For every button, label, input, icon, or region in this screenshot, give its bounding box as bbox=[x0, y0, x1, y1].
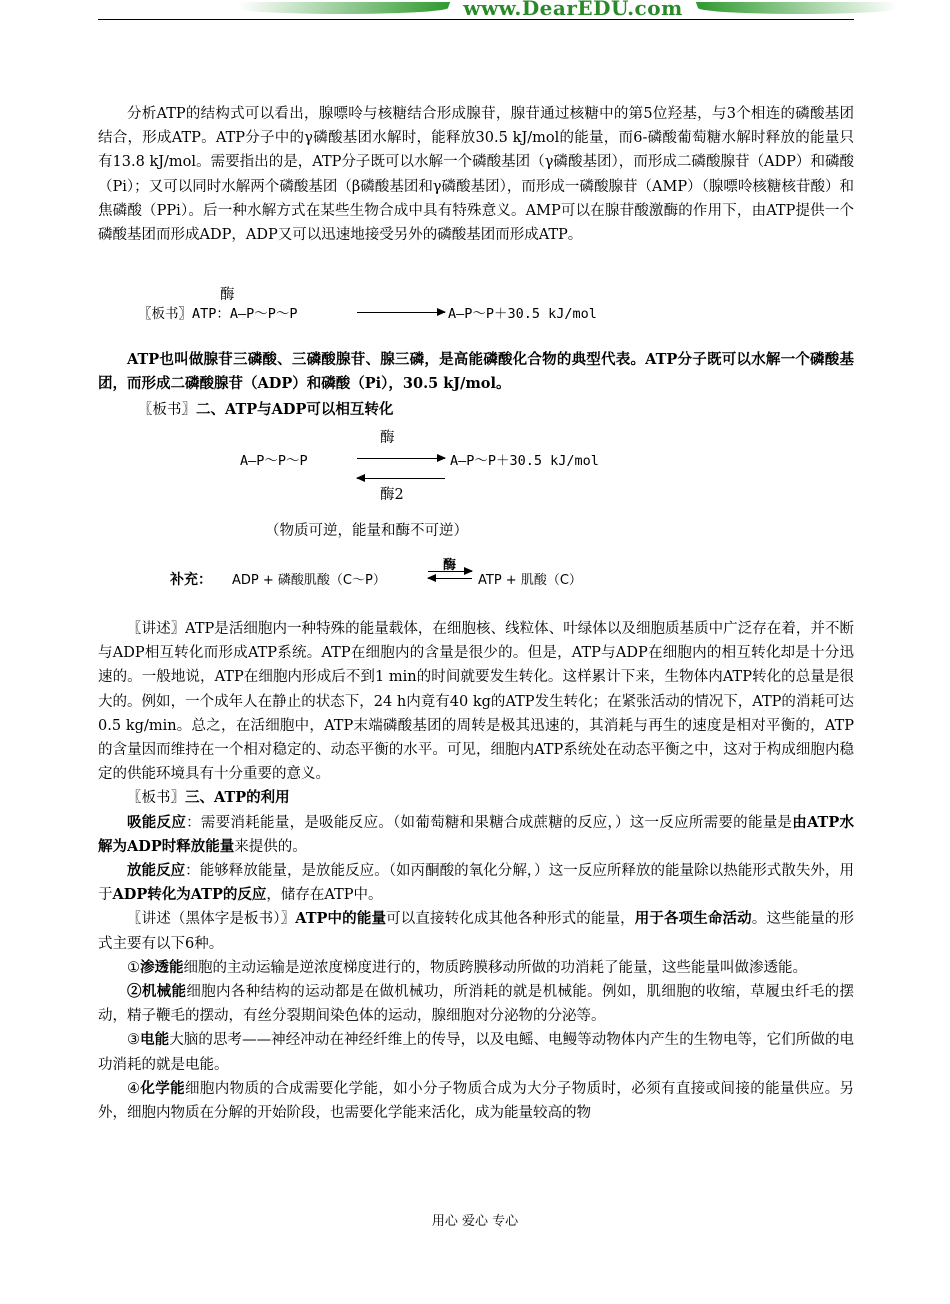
heading-3-title: 三、ATP的利用 bbox=[185, 789, 290, 807]
eq2-enzyme2-label: 酶2 bbox=[380, 487, 404, 503]
release-term: 放能反应 bbox=[127, 862, 186, 880]
header-swoosh-right bbox=[696, 2, 900, 14]
heading-3-prefix: 〖板书〗 bbox=[127, 790, 185, 807]
eq2-left: A—P～P～P bbox=[240, 453, 308, 469]
item-term: 渗透能 bbox=[140, 958, 184, 976]
header-swoosh-left bbox=[236, 2, 450, 14]
absorb-bold: 由ATP水解为ADP时释放能量 bbox=[98, 813, 855, 855]
item-term: 机械能 bbox=[141, 983, 187, 1001]
lecture-bold1: ATP中的能量 bbox=[295, 910, 387, 928]
paragraph-3: 〖讲述〗ATP是活细胞内一种特殊的能量载体，在细胞核、线粒体、叶绿体以及细胞质基质中广泛存在着，并不断与ADP相互转化而形成ATP系统。ATP在细胞内的含量是很少的。但是，ATP与ADP在细胞内的相互转化却是十分迅速的。一般地说，ATP在细胞内形成后不到1 min的时间就要发生转化。这样累计下来，生物体内ATP转化的总量是很大的。例如，一个成年人在静止的状态下，24 h内竟有40 kg的ATP发生转化；在紧张活动的情况下，ATP的消耗可达0.5 kg/min。总之，在活细胞中，ATP末端磷酸基团的周转是极其迅速的，其消耗与再生的速度是相对平衡的，ATP的含量因而维持在一个相对稳定的、动态平衡的水平。可见，细胞内ATP系统处在动态平衡之中，这对于构成细胞内稳定的供能环境具有十分重要的意义。 bbox=[98, 621, 854, 783]
paragraph-structure bbox=[98, 102, 854, 247]
item-number: ① bbox=[127, 959, 140, 976]
lecture-section bbox=[98, 617, 854, 1125]
item-text: 细胞内各种结构的运动都是在做机械功，所消耗的就是机械能。例如，肌细胞的收缩，草履虫纤毛的摆动，精子鞭毛的摆动，有丝分裂期间染色体的运动，腺细胞对分泌物的分泌等。 bbox=[98, 984, 854, 1025]
absorb-term: 吸能反应 bbox=[127, 813, 187, 831]
release-bold: ADP转化为ATP的反应 bbox=[112, 886, 267, 904]
eq1-enzyme-label: 酶 bbox=[220, 287, 235, 303]
supplement-reverse-arrow bbox=[428, 578, 472, 579]
absorb-text1: ：需要消耗能量，是吸能反应。（如葡萄糖和果糖合成蔗糖的反应，）这一反应所需要的能量是 bbox=[186, 814, 793, 831]
heading-2 bbox=[138, 398, 393, 419]
lecture-paragraph bbox=[98, 907, 854, 955]
release-text1: ：能够释放能量，是放能反应。（如丙酮酸的氧化分解，）这一反应所释放的能量除以热能形式散失外，用于 bbox=[98, 863, 855, 904]
eq2-enzyme1-label: 酶 bbox=[380, 430, 395, 446]
lecture-text1: 可以直接转化成其他各种形式的能量， bbox=[386, 911, 635, 928]
eq2-note: （物质可逆，能量和酶不可逆） bbox=[265, 523, 468, 539]
eq1-product: A—P～P＋30.5 kJ/mol bbox=[448, 306, 597, 322]
lecture-prefix: 〖讲述（黑体字是板书）〗 bbox=[127, 911, 296, 928]
eq2-reverse-arrow bbox=[357, 478, 445, 479]
page-header bbox=[98, 0, 854, 24]
paragraph-1: 分析ATP的结构式可以看出，腺嘌呤与核糖结合形成腺苷，腺苷通过核糖中的第5位羟基，与3个相连的磷酸基团结合，形成ATP。ATP分子中的γ磷酸基团水解时，能释放30.5 kJ/mol的能量，而6-磷酸葡萄糖水解时释放的能量只有13.8 kJ/mol。需要指出的是，ATP分子既可以水解一个磷酸基团（γ磷酸基团），而形成二磷酸腺苷（ADP）和磷酸（Pi）；又可以同时水解两个磷酸基团（β磷酸基团和γ磷酸基团），而形成一磷酸腺苷（AMP）（腺嘌呤核糖核苷酸）和焦磷酸（PPi）。后一种水解方式在某些生物合成中具有特殊意义。AMP可以在腺苷酸激酶的作用下，由ATP提供一个磷酸基团而形成ADP，ADP又可以迅速地接受另外的磷酸基团而形成ATP。 bbox=[98, 106, 854, 244]
heading-3 bbox=[98, 786, 854, 810]
item-text: 细胞的主动运输是逆浓度梯度进行的，物质跨膜移动所做的功消耗了能量，这些能量叫做渗透能。 bbox=[183, 959, 807, 976]
eq1-arrow bbox=[357, 312, 445, 313]
eq2-right: A—P～P＋30.5 kJ/mol bbox=[450, 453, 599, 469]
supplement-label: 补充： bbox=[170, 572, 212, 588]
absorb-text2: 来提供的。 bbox=[234, 838, 307, 855]
lecture-bold2: 用于各项生命活动 bbox=[634, 910, 752, 928]
lecture-text2: 。这些能量的形式主要有以下6种。 bbox=[98, 911, 855, 952]
eq1-reactant: 〖板书〗ATP：A—P～P～P bbox=[138, 306, 298, 322]
item-text: 大脑的思考——神经冲动在神经纤维上的传导，以及电鳐、电鳗等动物体内产生的生物电等，它们所做的电功消耗的就是电能。 bbox=[98, 1032, 855, 1073]
list-item-mechanical bbox=[98, 980, 854, 1028]
list-item-chemical bbox=[98, 1077, 854, 1125]
item-text: 细胞内物质的合成需要化学能，如小分子物质合成为大分子物质时，必须有直接或间接的能量供应。另外，细胞内物质在分解的开始阶段，也需要化学能来活化，成为能量较高的物 bbox=[98, 1080, 854, 1122]
header-rule bbox=[98, 19, 854, 20]
page-footer: 用心 爱心 专心 bbox=[431, 1214, 519, 1229]
item-term: 电能 bbox=[140, 1031, 170, 1049]
heading-2-prefix: 〖板书〗 bbox=[138, 402, 196, 418]
item-number: ② bbox=[127, 983, 142, 1001]
list-item-osmotic bbox=[98, 956, 854, 980]
release-text2: ，储存在ATP中。 bbox=[266, 887, 383, 904]
release-paragraph bbox=[98, 859, 854, 907]
supplement-forward-arrow bbox=[428, 571, 472, 572]
supplement-right: ATP + 肌酸（C） bbox=[478, 573, 582, 588]
item-number: ③ bbox=[127, 1032, 141, 1049]
absorb-paragraph bbox=[98, 811, 854, 859]
heading-2-title: 二、ATP与ADP可以相互转化 bbox=[196, 401, 394, 418]
supplement-left: ADP + 磷酸肌酸（C～P） bbox=[232, 573, 386, 588]
paragraph-2: ATP也叫做腺苷三磷酸、三磷酸腺苷、腺三磷，是高能磷酸化合物的典型代表。ATP分子既可以水解一个磷酸基团，而形成二磷酸腺苷（ADP）和磷酸（Pi），30.5 kJ/mol。 bbox=[98, 351, 854, 393]
eq2-forward-arrow bbox=[357, 458, 445, 459]
list-item-electric bbox=[98, 1028, 854, 1076]
paragraph-atp-definition bbox=[98, 348, 854, 396]
item-term: 化学能 bbox=[140, 1079, 185, 1097]
supplement-enzyme: 酶 bbox=[443, 558, 457, 573]
item-number: ④ bbox=[127, 1080, 141, 1097]
site-logo[interactable]: www.DearEDU.com bbox=[463, 0, 683, 20]
